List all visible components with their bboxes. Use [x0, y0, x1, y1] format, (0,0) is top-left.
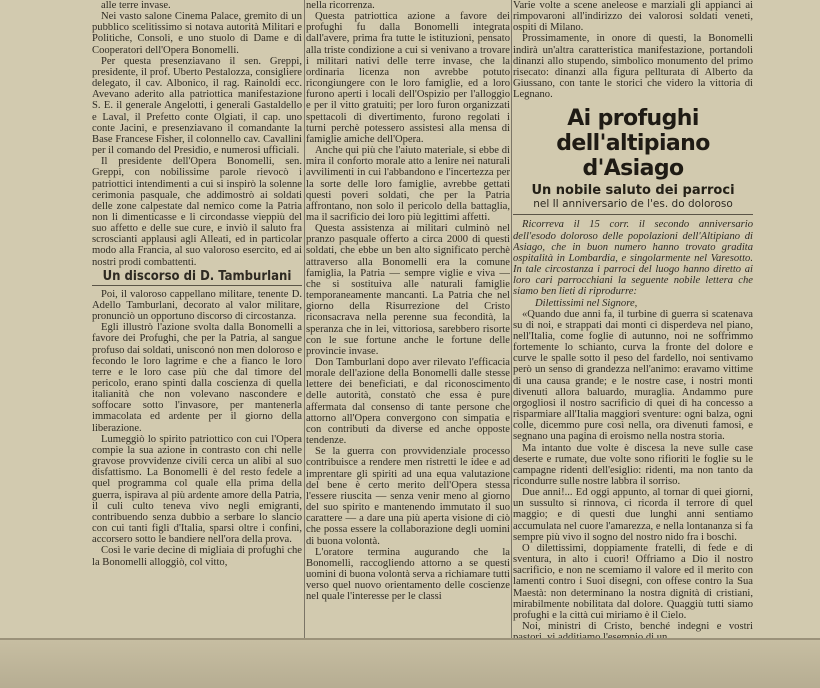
letter-salutation: Dilettissimi nel Signore, — [535, 297, 638, 309]
paragraph: Questa assistenza ai militari culminò nel pranzo pasquale offerto a circa 2000 di questi soldati, che ebbe un ben alto significato perchè attraverso alla Bonomelli era la comune famiglia, la Patria — sempre viglie e viva — che si sostituiva alle naturali famiglie temporaneamente mancanti. La Patria che nel giorno della Risurrezione del Cristo riconsacrava nella perenne sua fecondità, la speranza che in lei, vittoriosa, sarebbero risorte con le sue fortune anche le fortune delle provincie invase. — [306, 223, 510, 357]
article-intro: Ricorreva il 15 corr. il secondo anniversario dell'esodo doloroso delle popolazioni dell'Altipiano di Asiago, che in buon numero hanno trovato gradita ospitalità in Lombardia, e singolarmente nel Varesotto. In tale circostanza i parroci del luogo hanno diretto ai loro cari parrocchiani la seguente nobile lettera che siamo ben lieti di riprodurre: — [513, 219, 753, 298]
column-right — [513, 0, 753, 688]
paragraph: Nei vasto salone Cinema Palace, gremito di un pubblico scelitissimo si notava autorità Militari e Politiche, Consoli, e uno stuolo di Dame e di Cooperatori dell'Opera Bonomelli. — [92, 11, 302, 56]
paragraph: Ma intanto due volte è discesa la neve sulle case deserte e rumate, due volte sono rifioriti le foglie su le campagne ridenti dell'esiglio: ridenti, ma non tanto da ricondurre sulle nostre labbra il sorriso. — [513, 442, 753, 487]
column-middle — [306, 0, 510, 640]
paragraph: Egli illustrò l'azione svolta dalla Bonomelli a favore dei Profughi, che per la Patria, al sangue profuso dai soldati, unisconó non men doloroso e fecondo le loro lagrime e che a fianco le loro terre e le loro case più che dal timore del pericolo, erano spinti dalla coscienza di quella italianità che non volevano nascondere e soffocare sotto l'invasore, per mantenerla immacolata ed ardente per il giorno della liberazione. — [92, 322, 302, 434]
article-subheadline: Un nobile saluto dei parroci — [531, 183, 735, 199]
paragraph: L'oratore termina augurando che la Bonomelli, raccogliendo attorno a se questi uomini di buona volontà serva a richiamare tutti verso quel nuovo orientamento delle coscienze nel quale l'interesse per le classi — [306, 546, 510, 603]
paragraph: alle terre invase. — [101, 0, 171, 11]
paragraph: Poi, il valoroso cappellano militare, tenente D. Adello Tamburlani, decorato al valor militare, pronunciò un opportuno discorso di circostanza. — [92, 288, 302, 323]
paragraph: Don Tamburlani dopo aver rilevato l'efficacia morale dell'azione della Bonomelli dalle stesse lettere dei beneficiati, e dal riconoscimento delle autorità, constatò che essa è pure affermata dal consenso di tante persone che attorno all'Opera convergono con simpatia e con contributi da diverse ed anche opposte tendenze. — [306, 357, 510, 447]
paragraph: nella ricorrenza. — [306, 0, 375, 11]
paragraph: Il presidente dell'Opera Bonomelli, sen. Greppi, con nobilissime parole rievocò i patriottici intendimenti a cui si inspirò la solenne cerimonia pasquale, che addimostrò ai soldati delle zone calpestate dal nemico come la Patria non li dimenticasse e li circondasse vieppiù del suo affetto e delle sue cure, e inviò il saluto fra scroscianti applausi agli Alleati, ed in particolar modo alla Francia, al suo valoroso esercito, ed ai nostri prodi combattenti. — [92, 156, 302, 268]
paragraph: Lumeggiò lo spirito patriottico con cui l'Opera compie la sua azione in contrasto con chi nelle gravose provvidenze civili cerca un alibi al suo disfattismo. La Bonomelli è del resto fedele a quel programma col quale ella prima della guerra, ispirava al più ardente amore della Patria, il culi culto teneva vivo negli emigranti, contribuendo senza dubbio a serbare lo slancio con cui tanti figli d'Italia, sparsi oltre i confini, accorsero sotto le bandiere nell'ora della prova. — [92, 433, 302, 546]
paragraph: «Quando due anni fa, il turbine di guerra si scatenava su di noi, e strappati dai monti ci disperdeva nel piano, nell'Italia, come foglie di autunno, noi ne soffrimmo fortemente lo schianto, curva la fronte del dolore e curve le spalle sotto il peso del fardello, noi sentivamo però un senso di grandezza nell'animo: eravamo vittime di una causa grande; e le nostre case, i nostri monti divenuti allora baluardo, muraglia. Andammo pure orgogliosi il nostro sacrificio di quei di ha concesso a risparmiare all'Italia maggiori sventure: ogni balza, ogni colle, dicemmo pure così nella, ora divenuti famosi, e segnano una pagina di eroismo nella nostra storia. — [513, 308, 753, 443]
page-bottom-margin — [0, 640, 820, 688]
paragraph: Prossimamente, in onore di questi, la Bonomelli indirà un'altra caratteristica manifestazione, portandoli dinanzi allo stupendo, simbolico monumento del primo risecato: dinanzi alla figura pellturata di Alberto da Giussano, con tante le storici che videro la vittoria di Legnano. — [513, 33, 753, 101]
column-divider — [511, 0, 512, 688]
paragraph: Così le varie decine di migliaia di profughi che la Bonomelli alloggiò, col vitto, — [92, 545, 302, 568]
paragraph: Se la guerra con provvidenziale processo contribuisce a rendere men ristretti le idee e ad imprentare gli spiriti ad una equa valutazione del bene è certo merito dell'Opera stessa l'essere riuscita — senza venir meno al giorno del suo spirito e mantenendo immutato il suo carattere — a dare una più aperta visione di ciò che possa essere la collaborazione degli uomini di buona volontà. — [306, 446, 510, 547]
paragraph: Per questa presenziavano il sen. Greppi, presidente, il prof. Uberto Pestalozza, consigliere delegato, il cav. Albonico, il rag. Rainoldi ecc. Avevano aderito alla patriottica manifestazione S. E. il generale Angelotti, i generali Gastaldello e Laval, il Prefetto conte Olgiati, il cap. uno conte Jacini, e presenziavano il comandante la Base Francese Fisher, il colonnello cav. Cavallini per il comando del Presidio, e numerosi ufficiali. — [92, 55, 302, 157]
column-left — [92, 0, 302, 640]
paragraph: Due anni!... Ed oggi appunto, al tornar di quei giorni, un sussulto si rinnova, ci ricorda il terrore di quel maggio; e di questi due lunghi anni sentiamo accumulata nel cuore l'amarezza, e nella lontananza si fa sempre più vivo il sogno del nostro nido fra i boschi. — [513, 487, 753, 543]
article-tagline: nel II anniversario de l'es. do doloroso — [513, 198, 753, 215]
section-subheading: Un discorso di D. Tamburlani — [92, 270, 302, 286]
paragraph: Questa patriottica azione a favore dei profughi fu dalla Bonomelli integrata dall'avere, prima fra tutte le istituzioni, pensato alla triste condizione a cui si venivano a trovare i militari nativi delle terre invase, che la ordinaria licenza non avrebbe potuto ricongiungere con le loro famiglie, ed a loro furono aperti i locali dell'Ospizio per l'alloggio e per il vitto gratuiti; per loro furon organizzati spettacoli di divertimento, furono regolati i turni perchè potessero assistesi alla mensa di famiglie amiche dell'Opera. — [306, 11, 510, 145]
article-headline: Ai profughi dell'altipiano d'Asiago — [556, 106, 710, 182]
paragraph: Noi, ministri di Cristo, benché indegni e vostri — [522, 621, 753, 633]
paragraph: Anche qui più che l'aiuto materiale, si ebbe di mira il conforto morale atto a lenire nei naturali avvilimenti in cui l'abbandono e l'incertezza per la sorte delle loro famiglie, avrebbe gettati questi poveri soldati, che per la Patria affrontano, non solo il pericolo della battaglia, ma il sacrificio dei loro più legittimi affetti. — [306, 145, 510, 223]
column-divider — [304, 0, 305, 640]
paragraph: O dilettissimi, doppiamente fratelli, di fede e di sventura, in alto i cuori! Offriamo a Dio il nostro sacrificio, e non ne scemiamo il valore ed il merito con lamenti contro i Suoi disegni, con offese contro la Sua Maestà: non determinano la nostra dignità di cristiani, mirabilmente nobilitata dal dolore. Quaggiù tutti siamo profughi e la città cui miriamo è il Cielo. — [513, 542, 753, 621]
paragraph: Varie volte a scene aneleose e marziali gli appianci ai rimpovaroni all'indirizzo dei valorosi soldati veneti, ospiti di Milano. — [513, 0, 753, 34]
